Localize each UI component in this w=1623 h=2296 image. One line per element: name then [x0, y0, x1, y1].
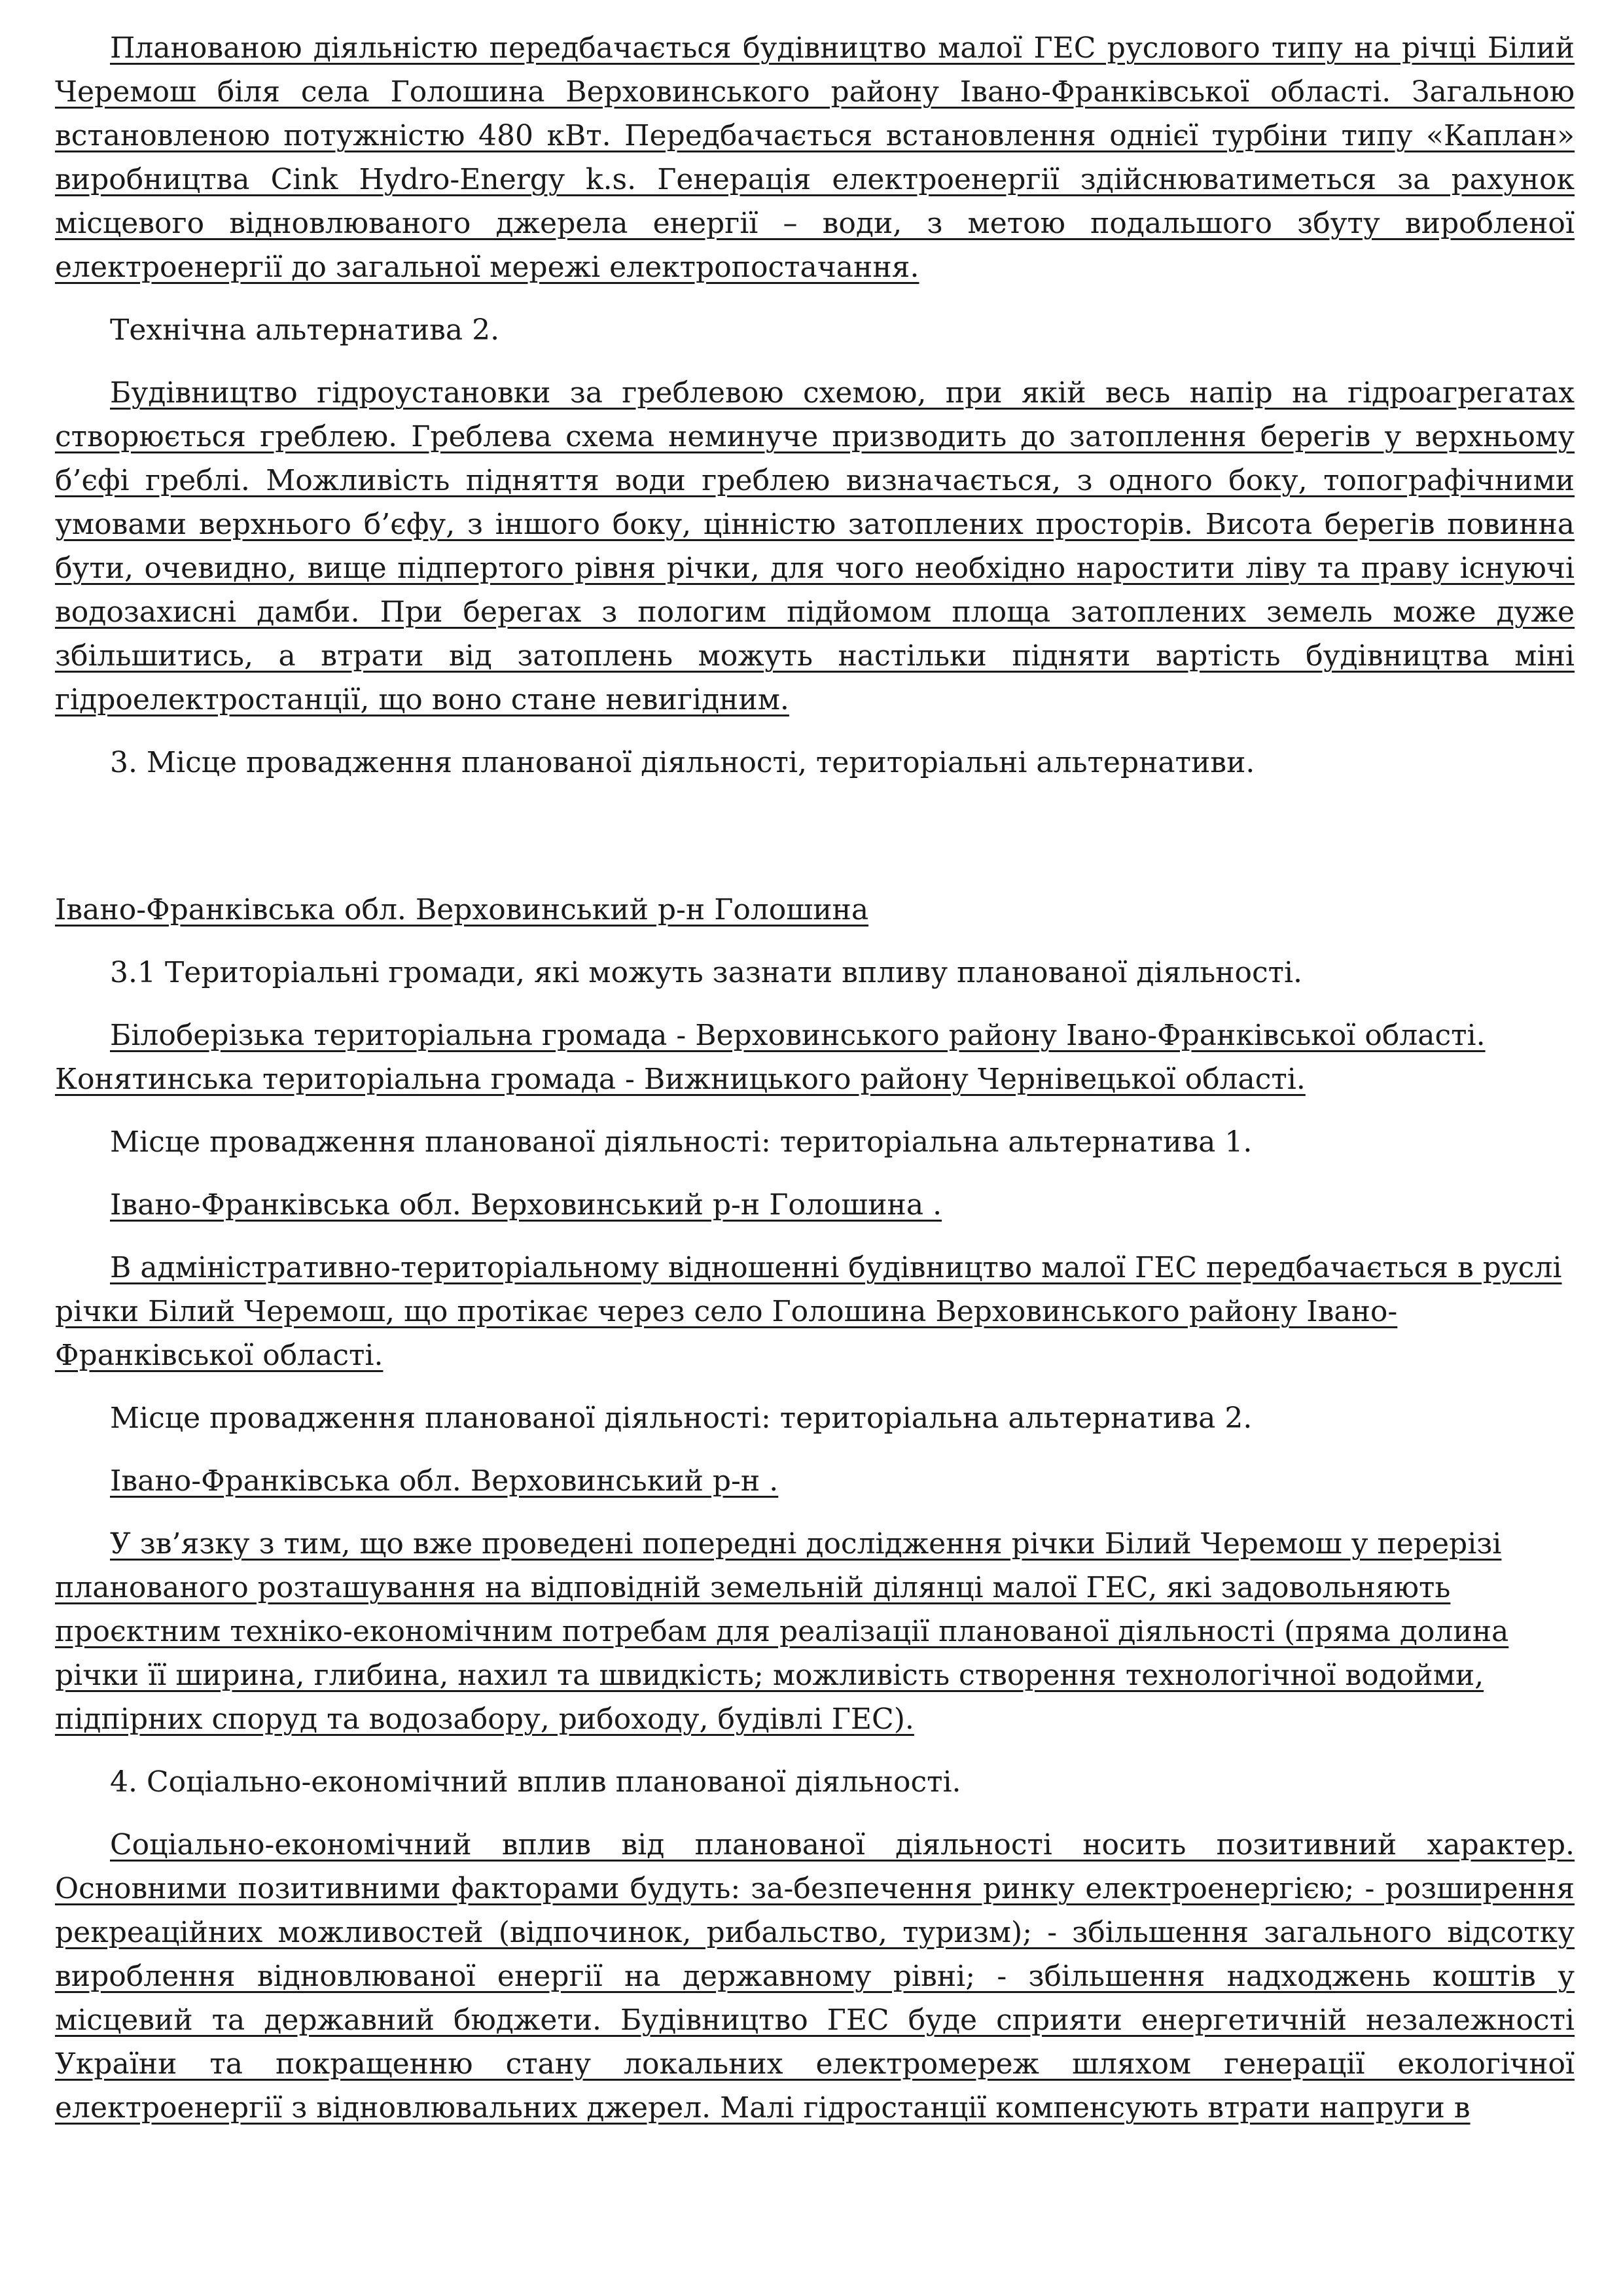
heading-section-4: 4. Соціально-економічний вплив планованої діяльності.: [110, 1765, 961, 1799]
paragraph-socio-economic: Соціально-економічний вплив від планованої діяльності носить позитивний характер. Основними позитивними факторами будуть: за-безпечення ринку електроенергією; - розширення рекреаційних можливостей (відпочинок, рибальство, туризм); - збільшення загального відсотку вироблення відновлюваної енергії на державному рівні; - збільшення надходжень коштів у місцевий та державний бюджети. Будівництво ГЕС буде сприяти енергетичній незалежності України та покращенню стану локальних електромереж шляхом генерації екологічної електроенергії з відновлювальних джерел. Малі гідростанції компенсують втрати напруги в: [55, 1828, 1575, 2125]
location-line: Івано-Франківська обл. Верховинський р-н Голошина: [55, 893, 869, 927]
heading-technical-alternative-2: Технічна альтернатива 2.: [110, 313, 500, 347]
community-koniatynska: Конятинська територіальна громада - Вижницького району Чернівецької області.: [55, 1063, 1306, 1096]
heading-territorial-alternative-2: Місце провадження планованої діяльності: територіальна альтернатива 2.: [110, 1402, 1253, 1435]
community-bilobereska: Білоберізька територіальна громада - Верховинського району Івано-Франківської області.: [110, 1019, 1486, 1052]
heading-section-3: 3. Місце провадження планованої діяльності, територіальні альтернативи.: [110, 746, 1255, 779]
document-page: [55, 26, 1575, 2130]
paragraph-dam-scheme: Будівництво гідроустановки за греблевою схемою, при якій весь напір на гідроагрегатах створюється греблею. Греблева схема неминуче призводить до затоплення берегів у верхньому б’єфі греблі. Можливість підняття води греблею визначається, з одного боку, топографічними умовами верхнього б’єфу, з іншого боку, цінністю затоплених просторів. Висота берегів повинна бути, очевидно, вище підпертого рівня річки, для чого необхідно наростити ліву та праву існуючі водозахисні дамби. При берегах з пологим підйомом площа затоплених земель може дуже збільшитись, а втрати від затоплень можуть настільки підняти вартість будівництва міні гідроелектростанції, що воно стане невигідним.: [55, 376, 1575, 716]
paragraph-administrative: В адміністративно-територіальному відношенні будівництво малої ГЕС передбачається в руслі річки Білий Черемош, що протікає через село Голошина Верховинського району Івано-Франківської області.: [55, 1251, 1562, 1372]
paragraph-research: У зв’язку з тим, що вже проведені попередні дослідження річки Білий Черемош у перерізі планованого розташування на відповідній земельній ділянці малої ГЕС, які задовольняють проєктним техніко-економічним потребам для реалізації планованої діяльності (пряма долина річки її ширина, глибина, нахил та швидкість; можливість створення технологічної водойми, підпірних споруд та водозабору, рибоходу, будівлі ГЕС).: [55, 1527, 1509, 1736]
paragraph-planned-activity: Планованою діяльністю передбачається будівництво малої ГЕС руслового типу на річці Білий Черемош біля села Голошина Верховинського району Івано-Франківської області. Загальною встановленою потужністю 480 кВт. Передбачається встановлення однієї турбіни типу «Каплан» виробництва Cink Hydro-Energy k.s. Генерація електроенергії здійснюватиметься за рахунок місцевого відновлюваного джерела енергії – води, з метою подальшого збуту виробленої електроенергії до загальної мережі електропостачання.: [55, 31, 1575, 284]
alternative-1-location: Івано-Франківська обл. Верховинський р-н Голошина .: [110, 1188, 942, 1222]
heading-territorial-alternative-1: Місце провадження планованої діяльності: територіальна альтернатива 1.: [110, 1125, 1253, 1159]
alternative-2-location: Івано-Франківська обл. Верховинський р-н .: [110, 1464, 779, 1498]
heading-section-3-1: 3.1 Територіальні громади, які можуть зазнати впливу планованої діяльності.: [110, 956, 1303, 989]
